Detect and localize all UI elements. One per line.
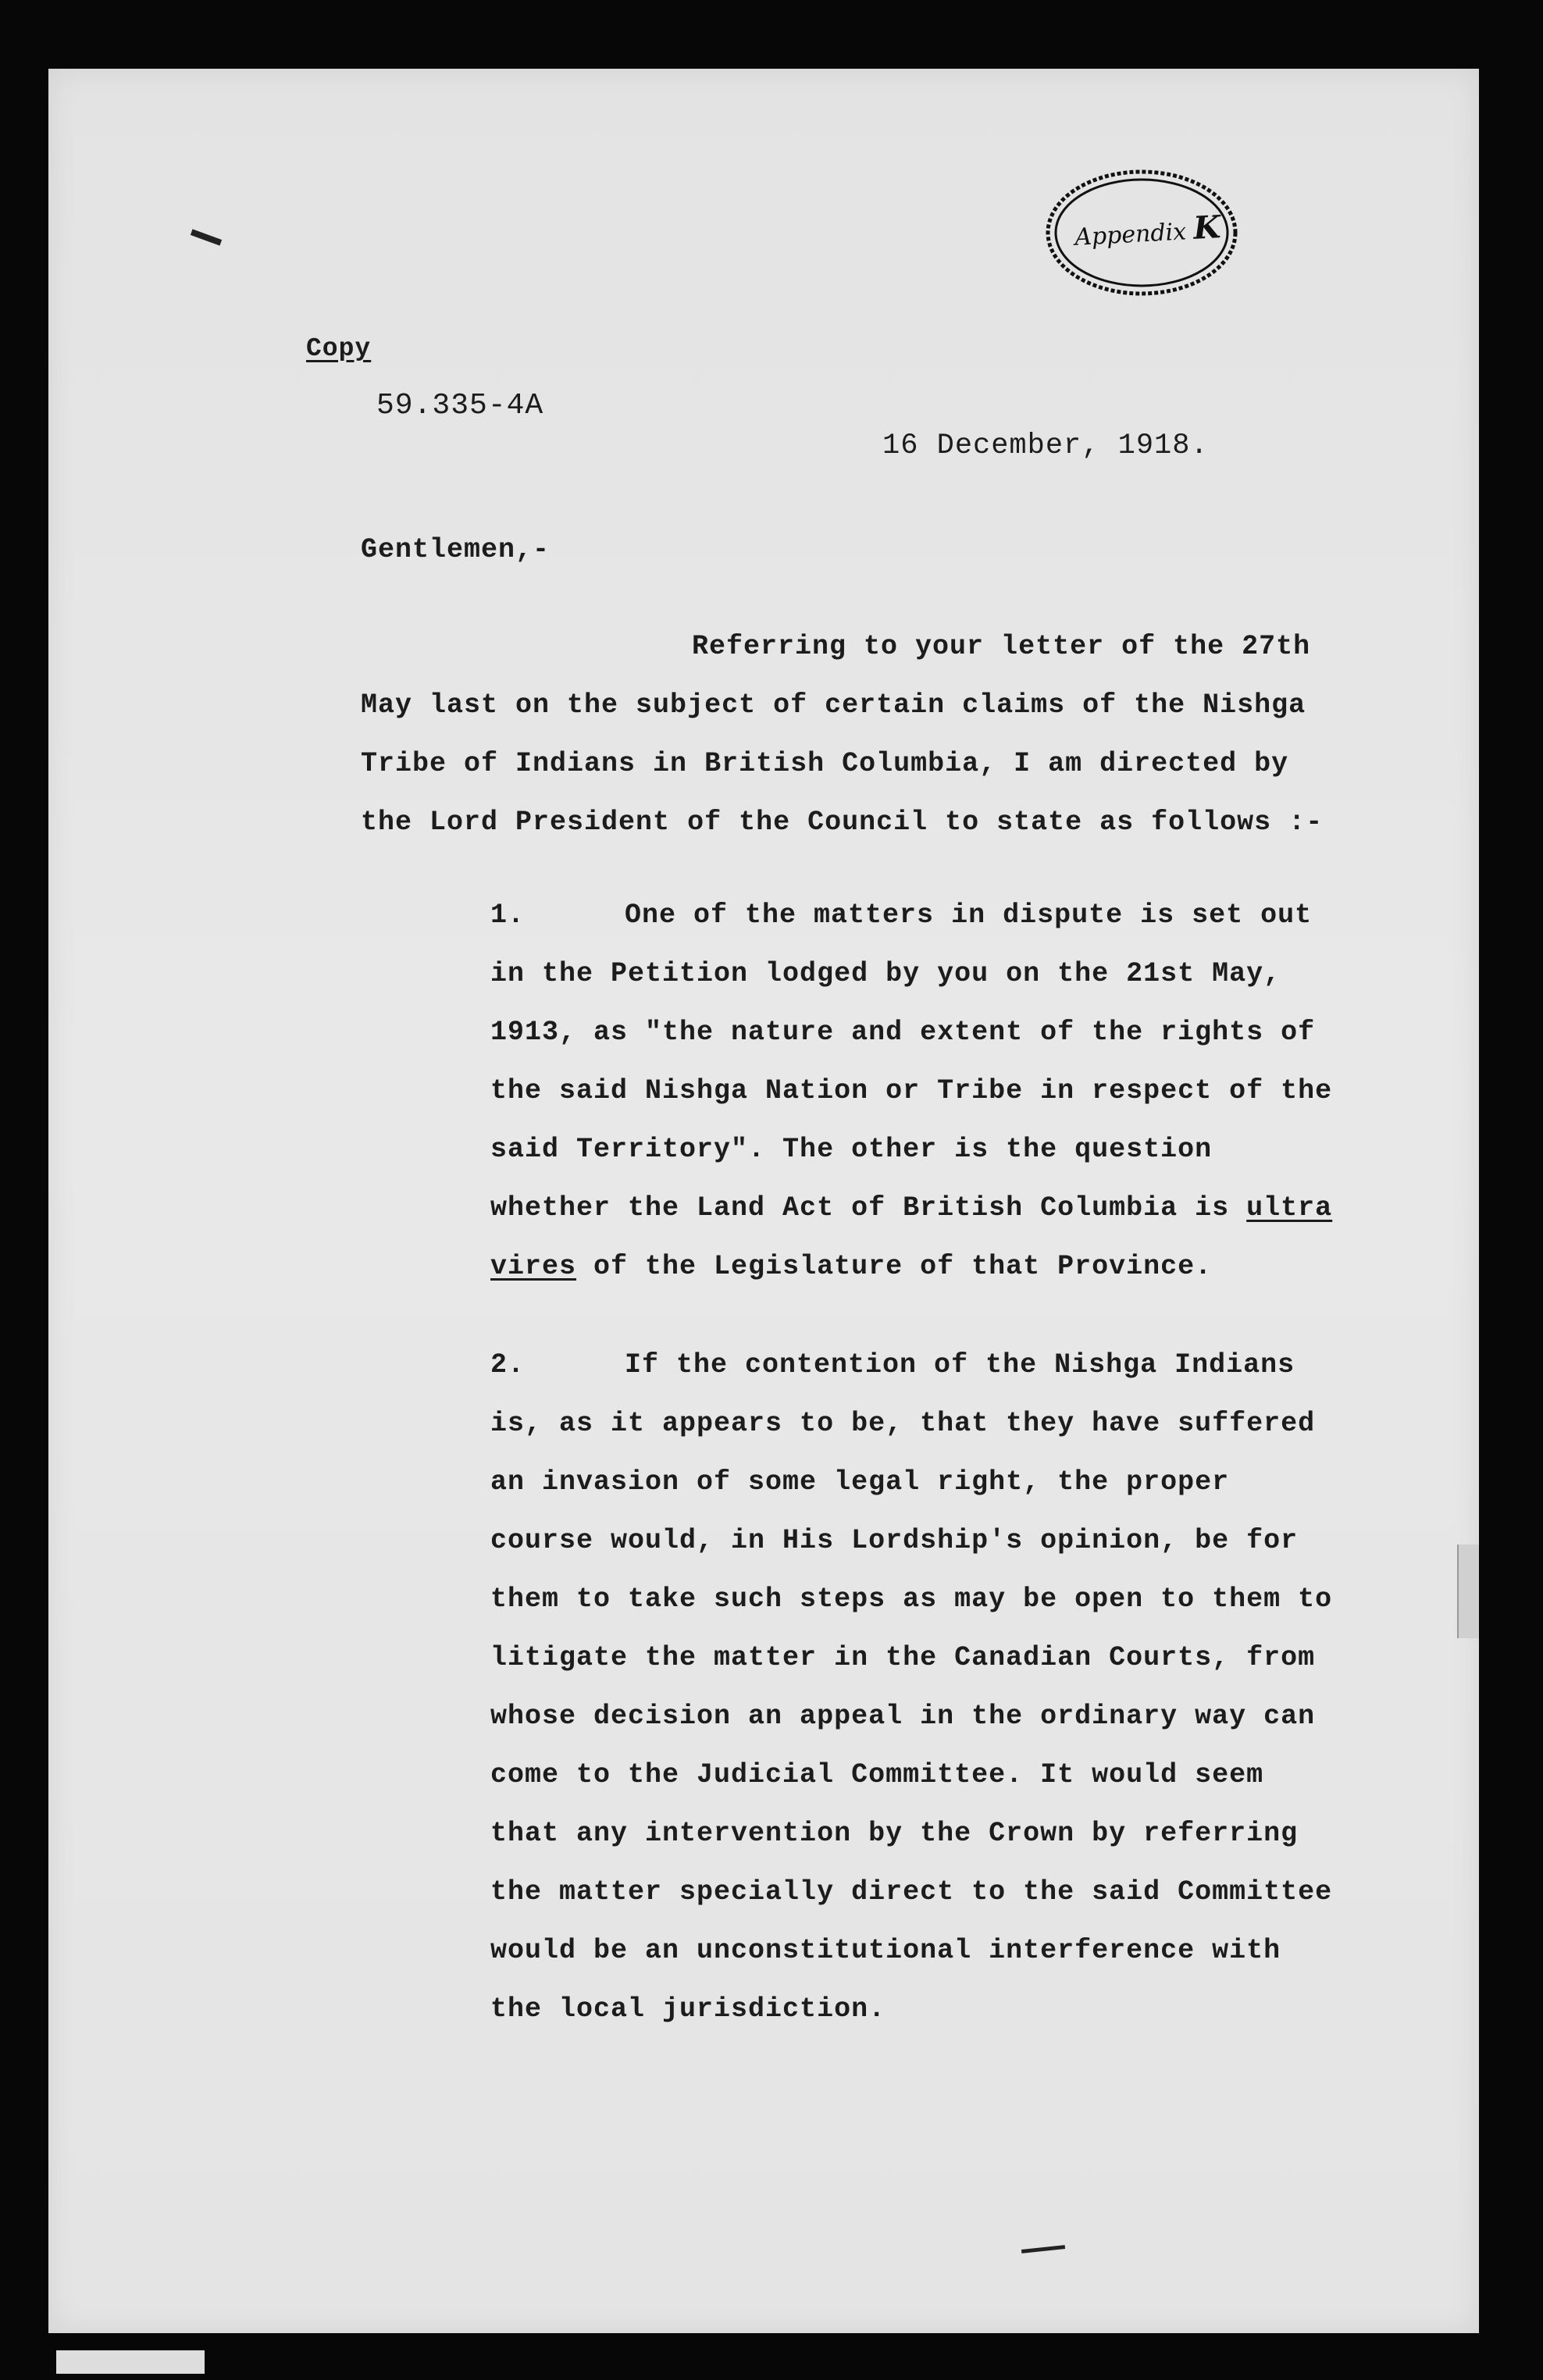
para1-line: the said Nishga Nation or Tribe in respect of the bbox=[490, 1075, 1333, 1106]
para2-line: litigate the matter in the Canadian Courts, from bbox=[490, 1642, 1316, 1673]
intro-line-1: Referring to your letter of the 27th bbox=[692, 631, 1311, 662]
stamp-letter: K bbox=[1192, 208, 1222, 247]
para2-line: the local jurisdiction. bbox=[490, 1993, 886, 2025]
para2-line: an invasion of some legal right, the proper bbox=[490, 1466, 1230, 1498]
para2-line: course would, in His Lordship's opinion, be for bbox=[490, 1525, 1299, 1556]
letter-date: 16 December, 1918. bbox=[882, 429, 1209, 462]
document-page bbox=[48, 69, 1479, 2333]
para1-last-line-rest: of the Legislature of that Province. bbox=[576, 1251, 1213, 1282]
para2-line: would be an unconstitutional interference with bbox=[490, 1935, 1281, 1966]
para2-line: is, as it appears to be, that they have suffered bbox=[490, 1408, 1316, 1439]
intro-paragraph bbox=[361, 676, 1323, 852]
para2-line: them to take such steps as may be open to them to bbox=[490, 1584, 1333, 1615]
torn-page-edge bbox=[1457, 1545, 1479, 1638]
para2-line: the matter specially direct to the said Committee bbox=[490, 1876, 1333, 1908]
appendix-stamp bbox=[1039, 162, 1245, 303]
stamp-text: Appendix bbox=[1074, 218, 1187, 251]
para2-line: that any intervention by the Crown by referring bbox=[490, 1818, 1299, 1849]
reference-number: 59.335-4A bbox=[376, 389, 544, 422]
para1-number: 1. bbox=[490, 900, 526, 931]
para2-body bbox=[490, 1395, 1332, 2039]
para1-body bbox=[490, 945, 1332, 1296]
copy-label: Copy bbox=[306, 334, 372, 363]
para2-line: whose decision an appeal in the ordinary way can bbox=[490, 1701, 1316, 1732]
para2-first-line: If the contention of the Nishga Indians bbox=[625, 1349, 1295, 1381]
para1-line: 1913, as "the nature and extent of the rights of bbox=[490, 1017, 1316, 1048]
para1-line-with-ultra bbox=[490, 1179, 1332, 1238]
film-corner-mark bbox=[56, 2350, 205, 2374]
para2-number: 2. bbox=[490, 1349, 526, 1381]
intro-line: May last on the subject of certain claims of the Nishga bbox=[361, 689, 1306, 721]
ultra-word: ultra bbox=[1246, 1192, 1333, 1224]
ink-mark-small bbox=[1021, 2245, 1065, 2254]
salutation: Gentlemen,- bbox=[361, 534, 551, 565]
intro-line: the Lord President of the Council to state as follows :- bbox=[361, 807, 1324, 838]
para1-line: in the Petition lodged by you on the 21st May, bbox=[490, 958, 1281, 989]
para2-line: come to the Judicial Committee. It would seem bbox=[490, 1759, 1264, 1790]
intro-line: Tribe of Indians in British Columbia, I am directed by bbox=[361, 748, 1289, 779]
ink-mark bbox=[191, 229, 222, 245]
para1-line: whether the Land Act of British Columbia is bbox=[490, 1192, 1230, 1224]
para1-first-line: One of the matters in dispute is set out bbox=[625, 900, 1313, 931]
vires-word: vires bbox=[490, 1251, 577, 1282]
stamp-label bbox=[1074, 208, 1221, 253]
para1-last-line bbox=[490, 1238, 1332, 1296]
para1-line: said Territory". The other is the question bbox=[490, 1134, 1213, 1165]
